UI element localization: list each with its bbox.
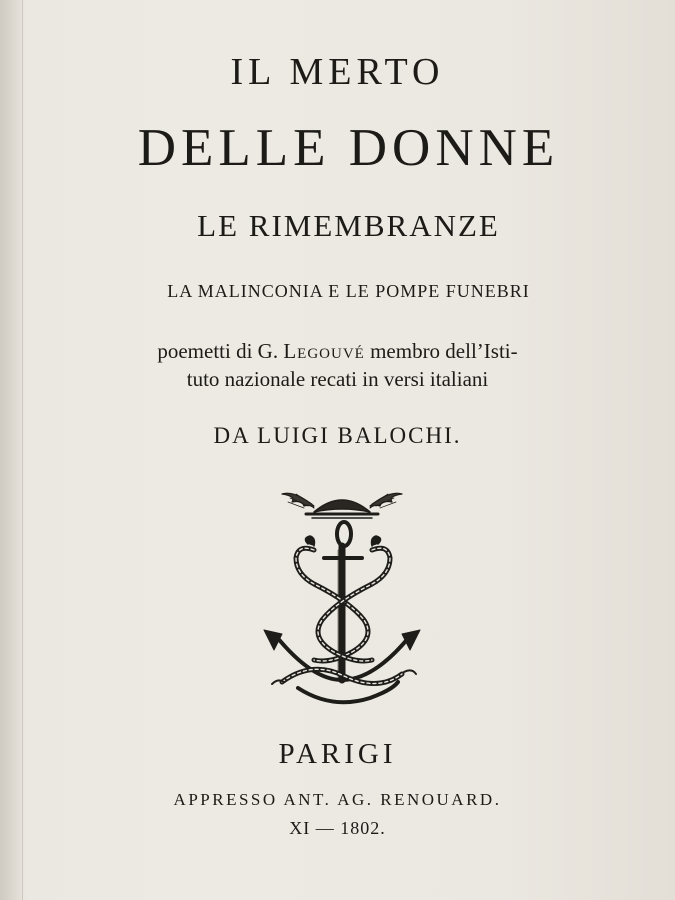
title-line-2: DELLE DONNE xyxy=(137,119,560,177)
description-text: poemetti di G. xyxy=(157,339,284,363)
translator-line: DA LUIGI BALOCHI. xyxy=(213,423,462,448)
title-line-1: IL MERTO xyxy=(230,51,445,93)
title-line-3: LE RIMEMBRANZE xyxy=(197,208,500,243)
imprint-date: XI — 1802. xyxy=(289,818,386,838)
printer-mark-anchor-dolphin-emblem xyxy=(252,484,432,716)
description-text: membro dell’Isti- xyxy=(364,339,518,363)
imprint-publisher: APPRESSO ANT. AG. RENOUARD. xyxy=(173,790,502,809)
description-line-1 xyxy=(0,339,675,364)
description-line-2: tuto nazionale recati in versi italiani xyxy=(186,367,489,391)
imprint-city: PARIGI xyxy=(278,738,397,770)
title-line-4: LA MALINCONIA E LE POMPE FUNEBRI xyxy=(167,281,530,301)
author-name: Legouvé xyxy=(283,339,365,363)
